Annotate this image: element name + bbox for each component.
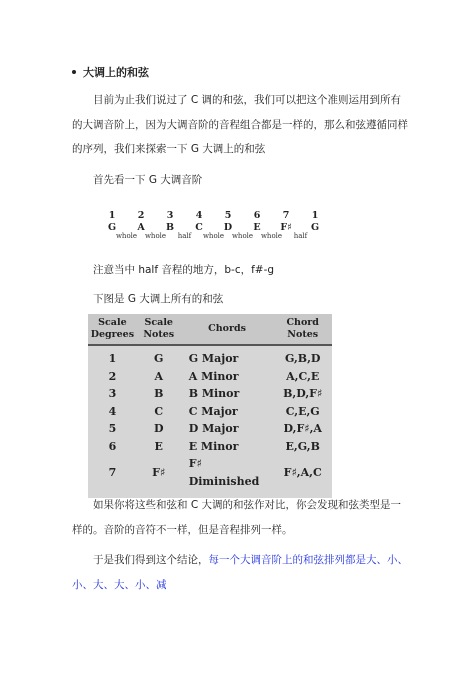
cell-scale-note: E [154,439,163,453]
cell-chord-notes: F♯,A,C [283,465,322,479]
scale-step-label: half [293,232,308,240]
cell-chord-notes: C,E,G [285,404,320,418]
cell-chord-notes: G,B,D [284,352,321,365]
table-row [88,345,332,368]
table-row [88,403,332,421]
cell-scale-note: B [154,387,164,400]
table-row [88,368,332,386]
scale-degree: 1 [108,210,116,221]
scale-step-label: whole [144,232,167,240]
scale-degree: 6 [253,210,261,221]
table-header-row [88,314,332,345]
conclusion-highlight: 每一个大调音阶上的和弦排列都是大、小、小、大、大、小、减 [72,554,408,591]
half-step-note: 注意当中 half 音程的地方，b-c，f#-g [93,264,275,276]
cell-scale-note: F♯ [152,465,166,479]
table-row [88,385,332,403]
cell-chord: B Minor [188,387,240,400]
cell-scale-degree: 1 [108,352,117,365]
scale-note: A [137,222,145,233]
cell-chord-notes: E,G,B [285,439,320,453]
cell-scale-degree: 5 [108,422,117,435]
scale-degree: 2 [137,210,145,221]
table-row [88,420,332,438]
scale-degree: 7 [282,210,290,221]
cell-chord-notes: B,D,F♯ [283,387,323,400]
scale-step-label: whole [202,232,225,240]
table-row [88,438,332,456]
scale-note: B [165,222,175,233]
cell-scale-note: C [154,404,164,418]
cell-scale-degree: 3 [108,387,117,400]
intro-paragraph: 目前为止我们说过了 C 调的和弦，我们可以把这个准则运用到所有的大调音阶上，因为大调音阶的音程组合都是一样的，那么和弦遵循同样的序列，我们来探索一下 G 大调上的和弦 [72,94,408,155]
cell-scale-degree: 7 [108,465,117,479]
cell-scale-note: D [153,422,164,435]
cell-scale-degree: 6 [108,439,117,453]
heading-text: 大调上的和弦 [83,66,149,79]
scale-note: F♯ [280,222,292,233]
scale-note: C [195,222,203,233]
cell-chord: D Major [188,422,239,435]
cell-chord: C Major [188,404,238,418]
scale-degree: 4 [195,210,203,221]
section-heading [72,64,149,80]
cell-chord-notes: D,F♯,A [283,422,322,435]
cell-scale-degree: 2 [108,369,117,383]
scale-step-label: whole [115,232,138,240]
scale-note: G [107,222,117,233]
cell-chord-notes: A,C,E [286,369,320,383]
header-scale-degrees: Scale Degrees [88,314,137,345]
cell-scale-note: G [154,352,164,365]
cell-chord: F♯ Diminished [188,457,260,488]
scale-step-label: half [177,232,192,240]
cell-scale-note: A [154,369,164,383]
bullet-icon [72,70,76,74]
scale-step-label: whole [231,232,254,240]
header-chords: Chords [181,314,274,345]
table-row [88,455,332,498]
scale-note: G [310,222,320,233]
scale-intro-line: 首先看一下 G 大调音阶 [93,174,203,186]
conclusion-paragraph [72,548,410,597]
scale-degree: 1 [311,210,319,221]
cell-chord: E Minor [188,439,239,453]
g-major-scale-figure [100,210,340,250]
scale-step-label: whole [260,232,283,240]
cell-chord: A Minor [188,369,239,383]
scale-note: E [253,222,261,233]
comparison-paragraph: 如果你将这些和弦和 C 大调的和弦作对比，你会发现和弦类型是一样的。音阶的音符不一样，但是音程排列一样。 [72,499,402,536]
cell-scale-degree: 4 [108,404,117,418]
header-chord-notes: Chord Notes [273,314,332,345]
scale-degree: 5 [224,210,232,221]
table-intro-line: 下图是 G 大调上所有的和弦 [93,293,224,305]
conclusion-text: 于是我们得到这个结论， [93,554,209,566]
scale-degree: 3 [166,210,174,221]
header-scale-notes: Scale Notes [137,314,181,345]
scale-note: D [223,222,233,233]
g-major-chords-table [88,314,332,498]
cell-chord: G Major [188,352,239,365]
